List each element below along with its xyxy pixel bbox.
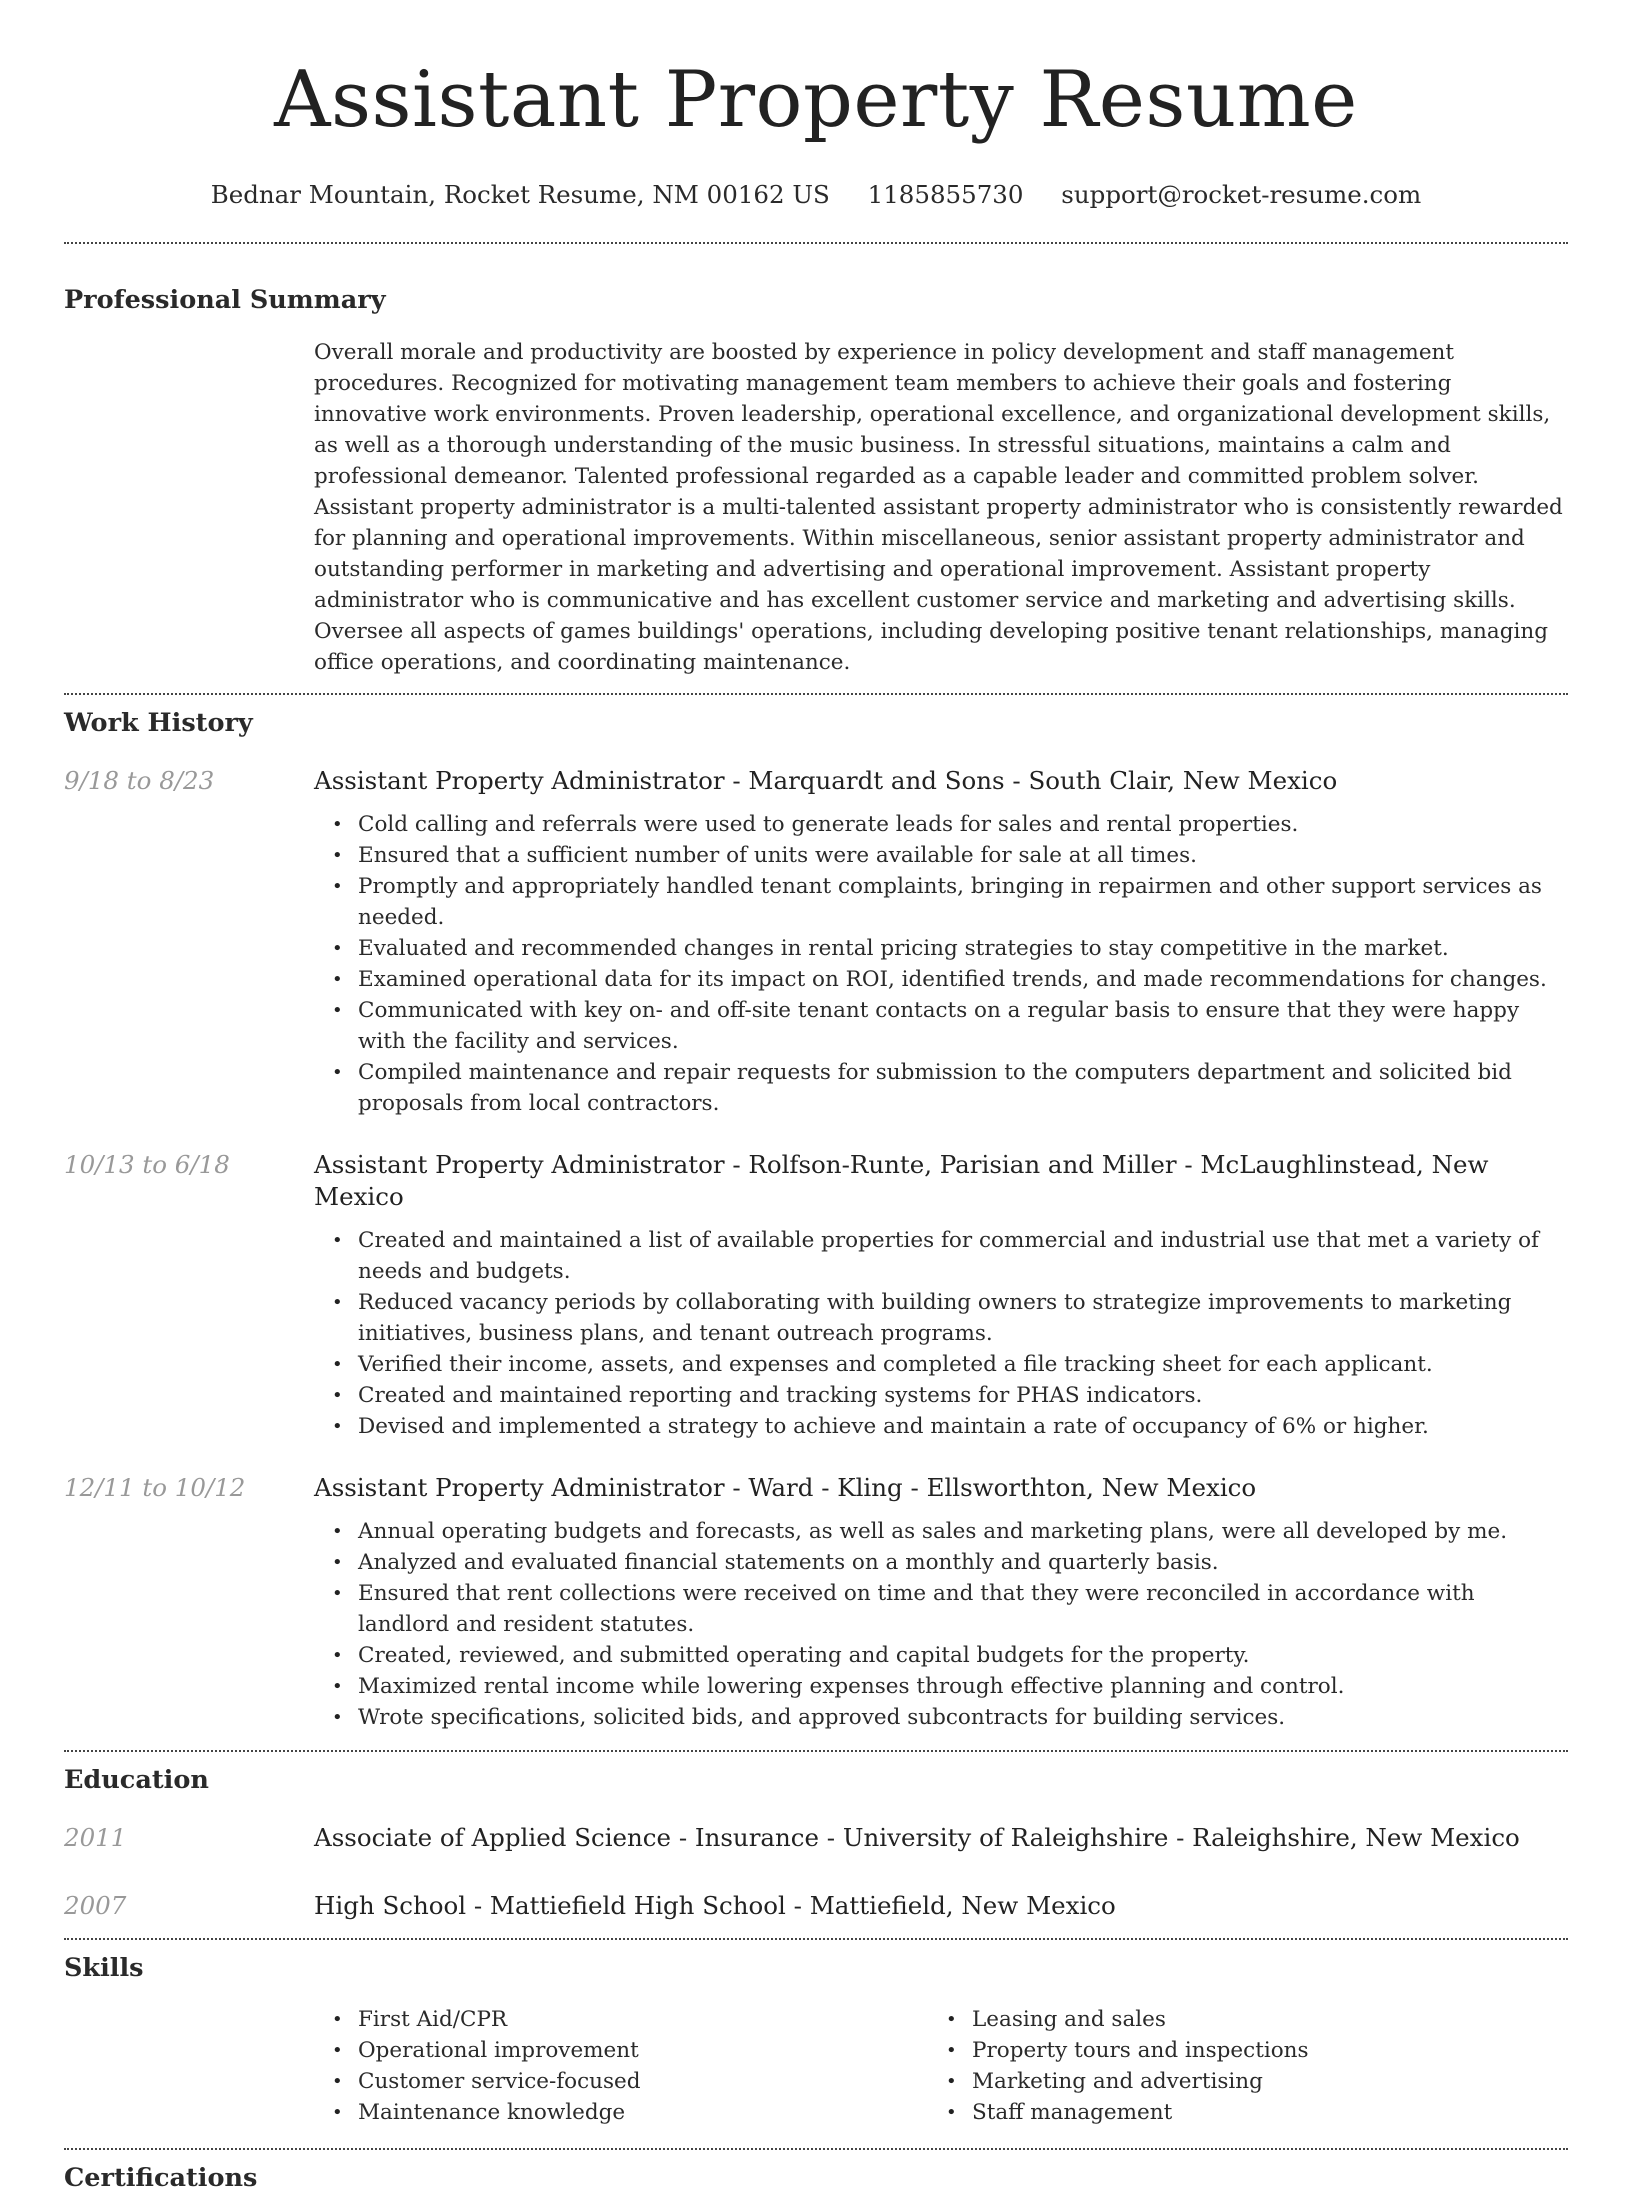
- list-item: • Created and maintained reporting and tracking systems for PHAS indicators.: [314, 1380, 1568, 1411]
- skill-item: • Leasing and sales: [928, 2004, 1542, 2035]
- job-duties-list: [314, 1225, 1568, 1442]
- list-item: • Annual operating budgets and forecasts, as well as sales and marketing plans, were all developed by me.: [314, 1516, 1568, 1547]
- section-divider: [64, 2148, 1568, 2150]
- work-history-section: [64, 707, 1568, 1733]
- job-entry: [64, 1472, 1568, 1733]
- skills-list-left: [314, 2004, 928, 2128]
- list-item: • Wrote specifications, solicited bids, and approved subcontracts for building services.: [314, 1702, 1568, 1733]
- skill-item: • Marketing and advertising: [928, 2066, 1542, 2097]
- job-dates: 10/13 to 6/18: [64, 1150, 230, 1179]
- contact-line: [64, 180, 1568, 210]
- education-year: 2007: [64, 1891, 127, 1920]
- summary-section: [64, 284, 1568, 678]
- skills-list-right: [928, 2004, 1542, 2128]
- list-item: • Verified their income, assets, and expenses and completed a file tracking sheet for each applicant.: [314, 1349, 1568, 1380]
- summary-text: Overall morale and productivity are boosted by experience in policy development and staff management procedures. Recognized for motivating management team members to achieve their goals and fostering innovative work environments. Proven leadership, operational excellence, and organizational development skills, as well as a thorough understanding of the music business. In stressful situations, maintains a calm and professional demeanor. Talented professional regarded as a capable leader and committed problem solver. Assistant property administrator is a multi-talented assistant property administrator who is consistently rewarded for planning and operational improvements. Within miscellaneous, senior assistant property administrator and outstanding performer in marketing and advertising and operational improvement. Assistant property administrator who is communicative and has excellent customer service and marketing and advertising skills. Oversee all aspects of games buildings' operations, including developing positive tenant relationships, managing office operations, and coordinating maintenance.: [314, 340, 1563, 675]
- job-title: Assistant Property Administrator - Rolfson-Runte, Parisian and Miller - McLaughlinstead, New Mexico: [314, 1150, 1489, 1211]
- education-degree: Associate of Applied Science - Insurance - University of Raleighshire - Raleighshire, New Mexico: [314, 1823, 1520, 1852]
- job-title: Assistant Property Administrator - Ward - Kling - Ellsworthton, New Mexico: [314, 1473, 1257, 1502]
- skill-item: • First Aid/CPR: [314, 2004, 928, 2035]
- work-history-heading: Work History: [64, 708, 253, 738]
- resume-header: [64, 0, 1568, 210]
- education-heading: Education: [64, 1765, 209, 1795]
- job-title: Assistant Property Administrator - Marquardt and Sons - South Clair, New Mexico: [314, 766, 1338, 795]
- education-section: [64, 1764, 1568, 1922]
- contact-phone: 1185855730: [867, 180, 1024, 209]
- section-divider: [64, 1750, 1568, 1752]
- list-item: • Devised and implemented a strategy to achieve and maintain a rate of occupancy of 6% or higher.: [314, 1411, 1568, 1442]
- section-divider: [64, 242, 1568, 244]
- list-item: • Maximized rental income while lowering expenses through effective planning and control.: [314, 1671, 1568, 1702]
- list-item: • Cold calling and referrals were used to generate leads for sales and rental properties.: [314, 809, 1568, 840]
- resume-title: Assistant Property Resume: [274, 55, 1358, 145]
- list-item: • Ensured that rent collections were received on time and that they were reconciled in accordance with landlord and resident statutes.: [314, 1578, 1568, 1640]
- list-item: • Promptly and appropriately handled tenant complaints, bringing in repairmen and other support services as needed.: [314, 871, 1568, 933]
- section-divider: [64, 693, 1568, 695]
- resume-page: [64, 0, 1568, 2193]
- summary-heading: Professional Summary: [64, 285, 386, 315]
- job-duties-list: [314, 809, 1568, 1119]
- skill-item: • Staff management: [928, 2097, 1542, 2128]
- education-year: 2011: [64, 1823, 127, 1852]
- skills-heading: Skills: [64, 1953, 144, 1983]
- education-entry: [64, 1822, 1568, 1854]
- skills-section: [64, 1952, 1568, 2128]
- certifications-heading: Certifications: [64, 2163, 258, 2193]
- job-entry: [64, 765, 1568, 1119]
- skill-item: • Property tours and inspections: [928, 2035, 1542, 2066]
- list-item: • Ensured that a sufficient number of units were available for sale at all times.: [314, 840, 1568, 871]
- contact-address: Bednar Mountain, Rocket Resume, NM 00162 US: [210, 180, 830, 209]
- education-entry: [64, 1890, 1568, 1922]
- job-entry: [64, 1149, 1568, 1442]
- list-item: • Evaluated and recommended changes in rental pricing strategies to stay competitive in the market.: [314, 933, 1568, 964]
- skill-item: • Operational improvement: [314, 2035, 928, 2066]
- list-item: • Compiled maintenance and repair requests for submission to the computers department and solicited bid proposals from local contractors.: [314, 1057, 1568, 1119]
- skill-item: • Maintenance knowledge: [314, 2097, 928, 2128]
- education-degree: High School - Mattiefield High School - Mattiefield, New Mexico: [314, 1891, 1116, 1920]
- list-item: • Reduced vacancy periods by collaborating with building owners to strategize improvements to marketing initiatives, business plans, and tenant outreach programs.: [314, 1287, 1568, 1349]
- section-divider: [64, 1938, 1568, 1940]
- list-item: • Communicated with key on- and off-site tenant contacts on a regular basis to ensure that they were happy with the facility and services.: [314, 995, 1568, 1057]
- list-item: • Created, reviewed, and submitted operating and capital budgets for the property.: [314, 1640, 1568, 1671]
- list-item: • Examined operational data for its impact on ROI, identified trends, and made recommendations for changes.: [314, 964, 1568, 995]
- job-dates: 9/18 to 8/23: [64, 766, 215, 795]
- list-item: • Created and maintained a list of available properties for commercial and industrial use that met a variety of needs and budgets.: [314, 1225, 1568, 1287]
- job-dates: 12/11 to 10/12: [64, 1473, 246, 1502]
- contact-email: support@rocket-resume.com: [1061, 180, 1422, 209]
- certifications-section: [64, 2162, 1568, 2194]
- skill-item: • Customer service-focused: [314, 2066, 928, 2097]
- list-item: • Analyzed and evaluated financial statements on a monthly and quarterly basis.: [314, 1547, 1568, 1578]
- job-duties-list: [314, 1516, 1568, 1733]
